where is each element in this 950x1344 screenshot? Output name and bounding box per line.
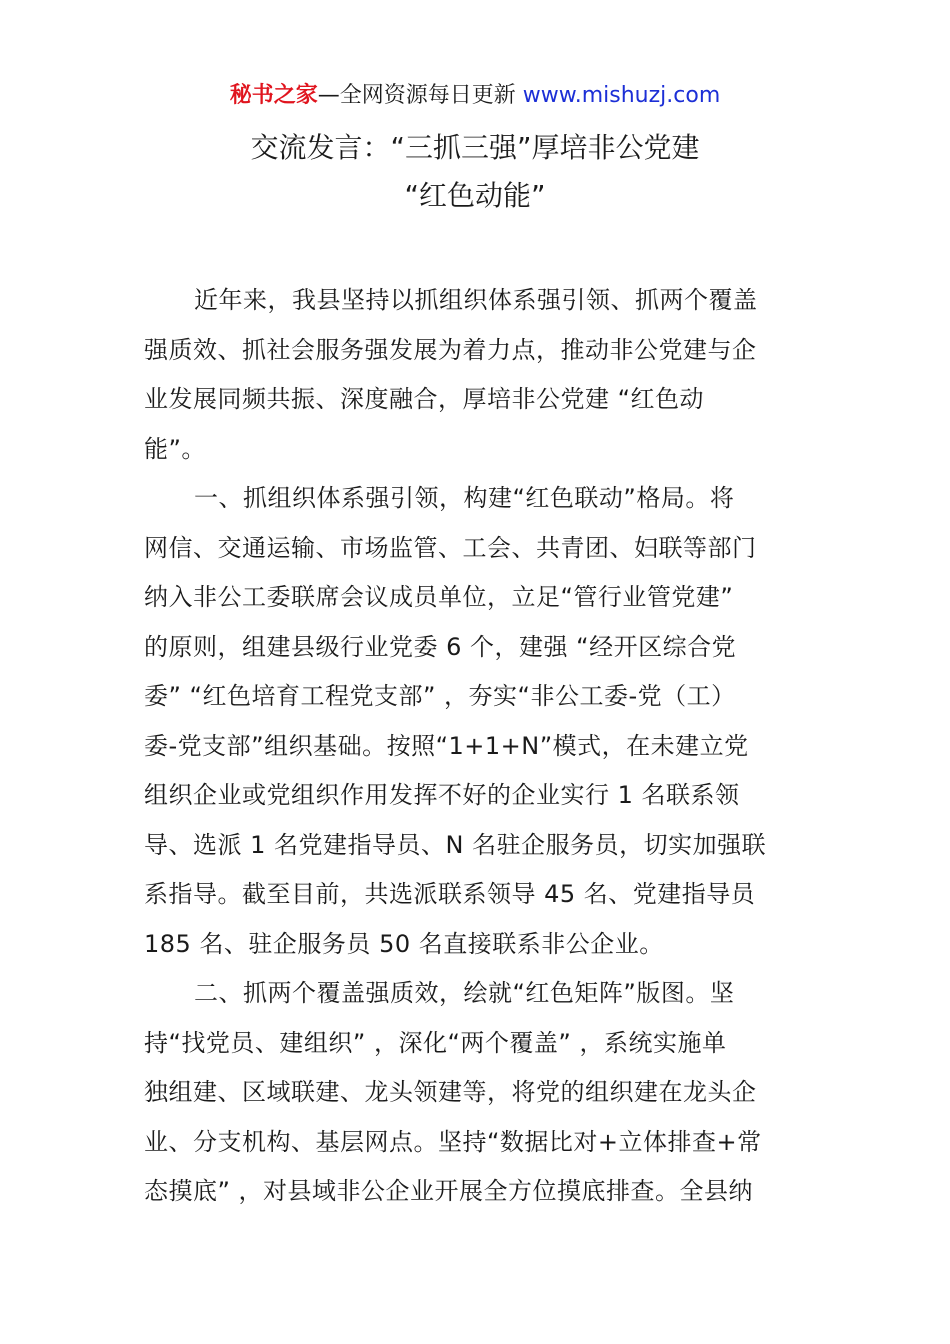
body-line: 能”。: [144, 434, 206, 463]
body-line: 导、选派 1 名党建指导员、N 名驻企服务员，切实加强联: [144, 830, 767, 859]
body-line: 委” “红色培育工程党支部” ，夯实“非公工委-党（工）: [144, 682, 736, 710]
body-line: 委-党支部”组织基础。按照“1+1+N”模式，在未建立党: [144, 731, 749, 760]
body-line: 独组建、区域联建、龙头领建等，将党的组织建在龙头企: [144, 1078, 757, 1106]
document-title: [0, 124, 950, 220]
title-line-1: 交流发言：“三抓三强”厚培非公党建: [250, 131, 700, 164]
body-line: 近年来，我县坚持以抓组织体系强引领、抓两个覆盖: [194, 286, 758, 314]
brand-name: 秘书之家: [229, 83, 318, 108]
body-line: 一、抓组织体系强引领，构建“红色联动”格局。将: [194, 484, 735, 512]
document-body: [144, 276, 810, 1217]
body-line: 态摸底” ，对县域非公企业开展全方位摸底排查。全县纳: [144, 1177, 754, 1205]
body-line: 持“找党员、建组织” ，深化“两个覆盖” ，系统实施单: [144, 1028, 727, 1057]
body-line: 纳入非公工委联席会议成员单位，立足“管行业管党建”: [144, 583, 734, 611]
header-tagline: —全网资源每日更新: [317, 83, 523, 108]
body-line: 二、抓两个覆盖强质效，绘就“红色矩阵”版图。坚: [194, 979, 735, 1007]
body-line: 业发展同频共振、深度融合，厚培非公党建 “红色动: [144, 385, 705, 413]
site-header: [0, 80, 950, 112]
body-line: 185 名、驻企服务员 50 名直接联系非公企业。: [144, 929, 664, 958]
body-line: 强质效、抓社会服务强发展为着力点，推动非公党建与企: [144, 335, 757, 364]
title-line-2: “红色动能”: [404, 179, 546, 212]
body-line: 系指导。截至目前，共选派联系领导 45 名、党建指导员: [144, 880, 756, 908]
body-line: 的原则，组建县级行业党委 6 个，建强 “经开区综合党: [144, 632, 737, 661]
body-line: 组织企业或党组织作用发挥不好的企业实行 1 名联系领: [144, 781, 740, 809]
body-line: 网信、交通运输、市场监管、工会、共青团、妇联等部门: [144, 533, 757, 562]
site-url-link[interactable]: www.mishuzj.com: [522, 83, 721, 108]
body-line: 业、分支机构、基层网点。坚持“数据比对+立体排查+常: [144, 1127, 762, 1156]
